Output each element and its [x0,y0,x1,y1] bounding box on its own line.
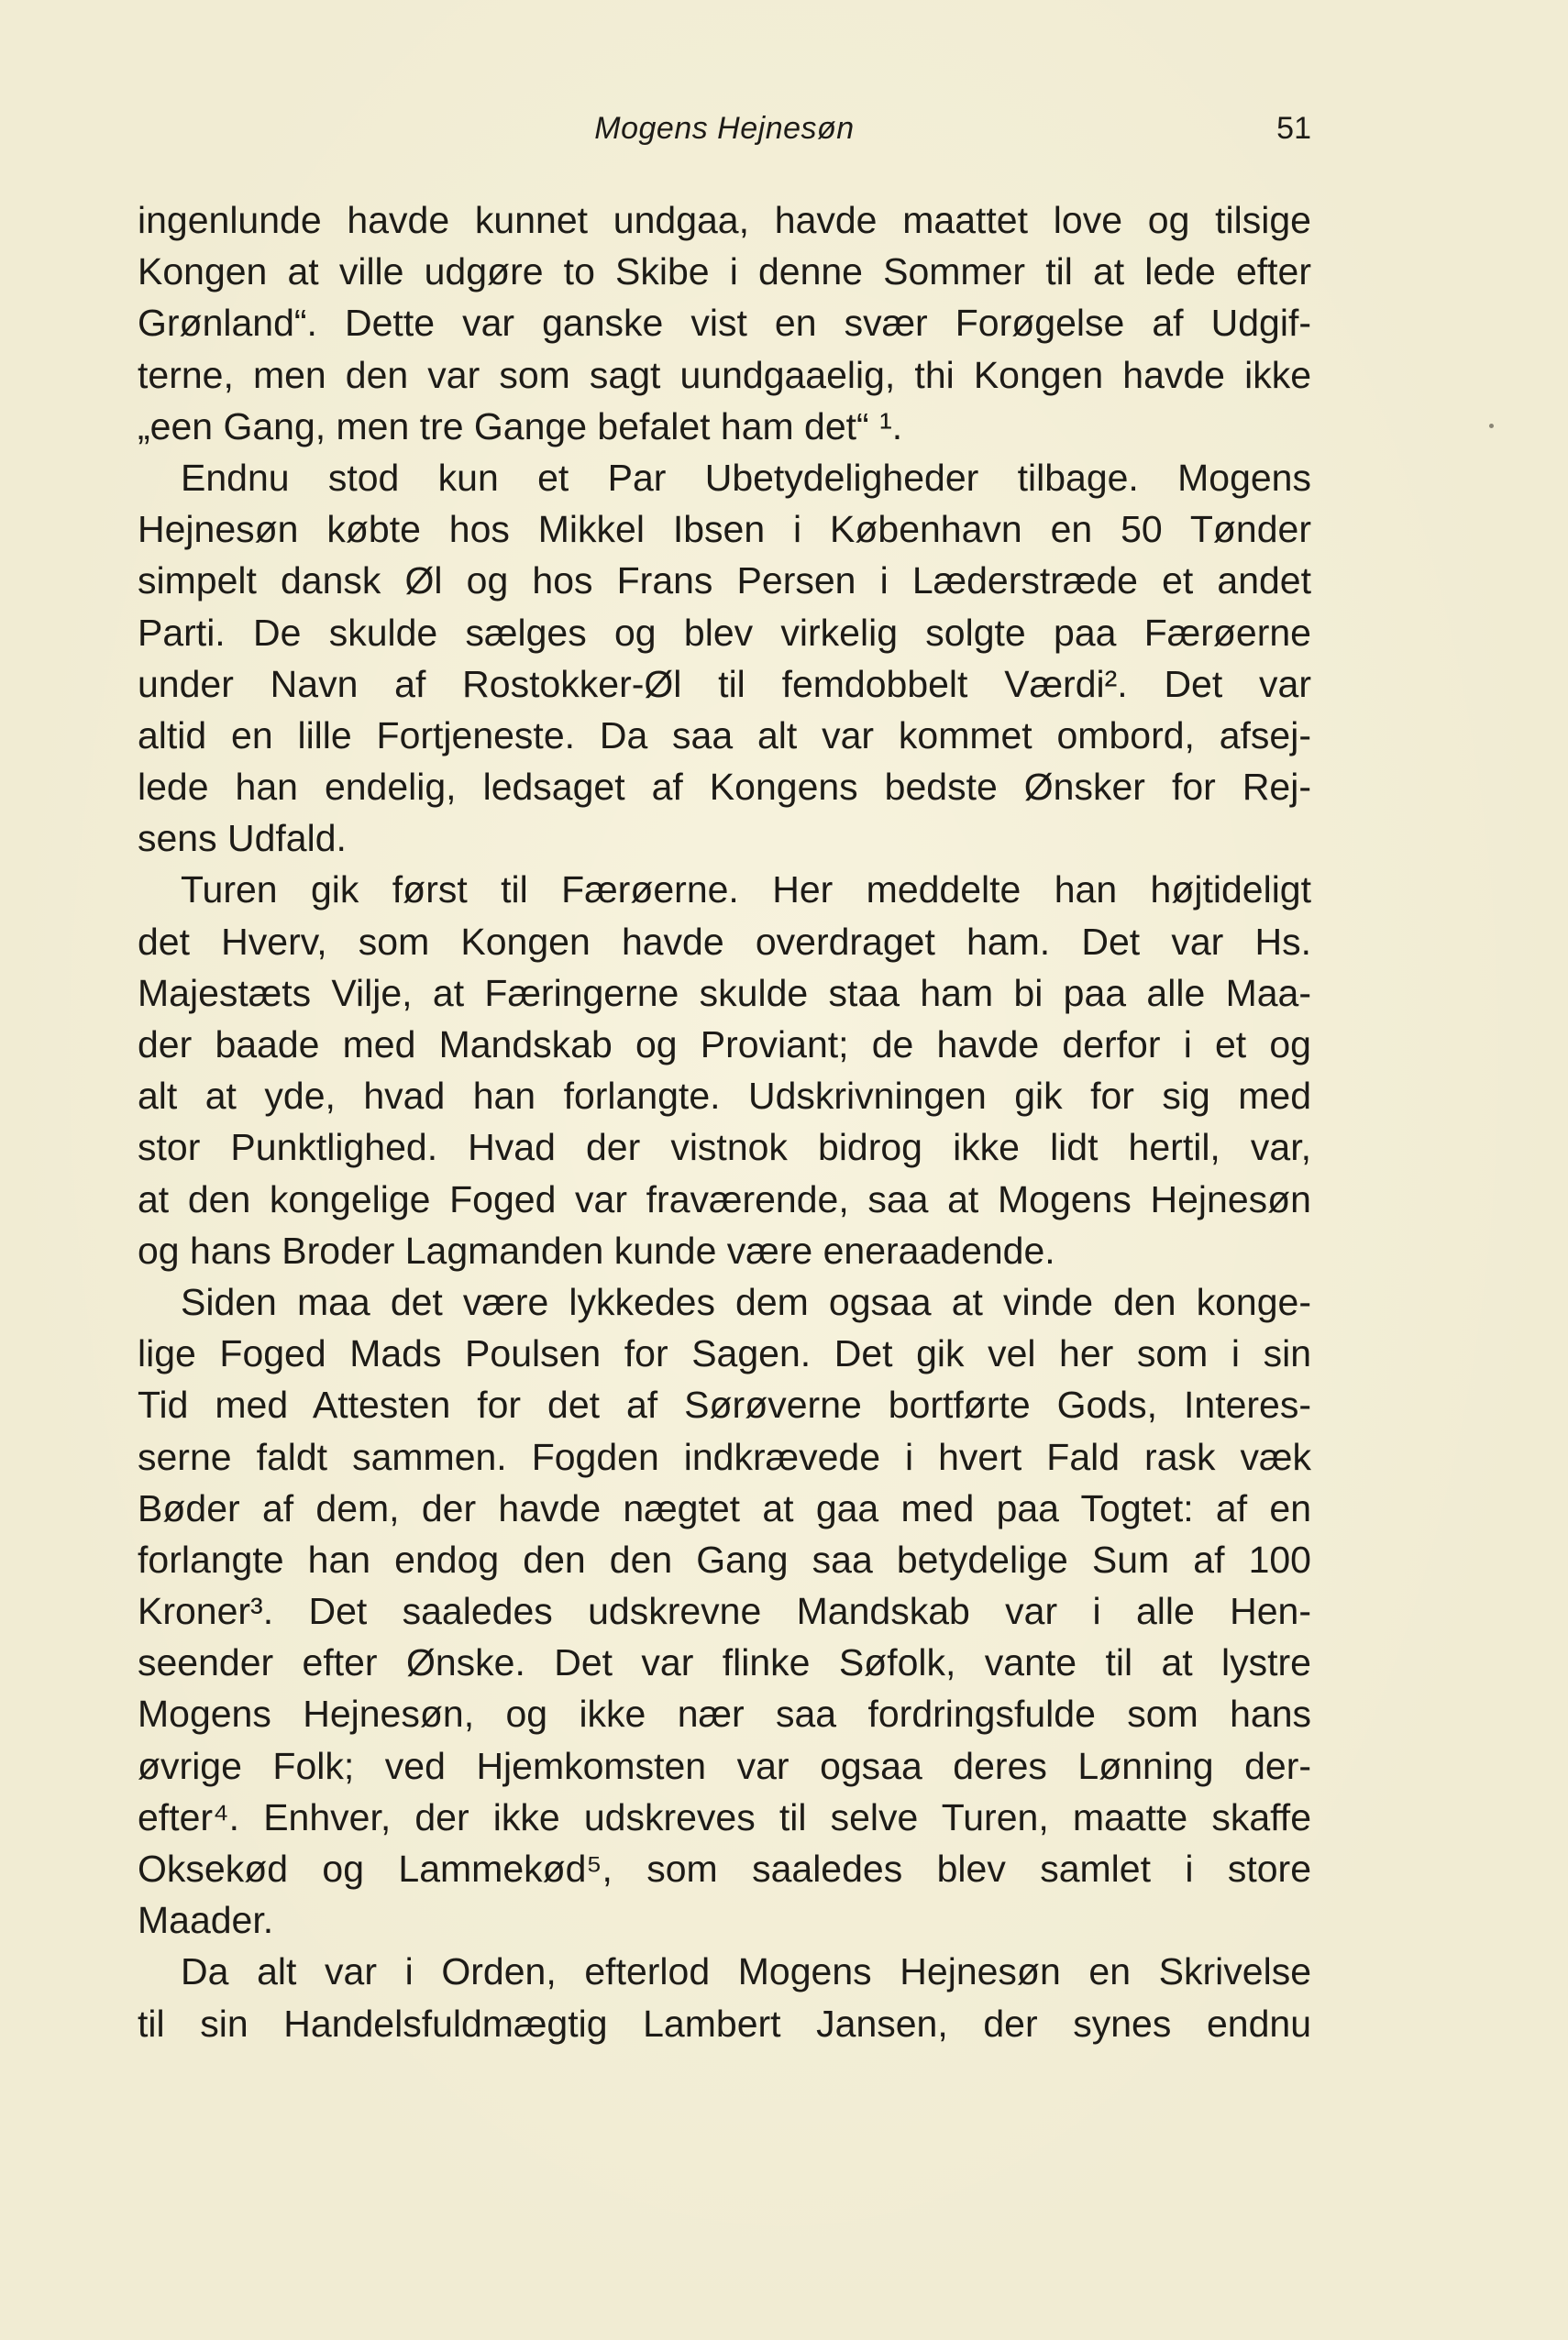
text-line: sens Udfald. [138,817,347,860]
text-line: Siden maa det være lykkedes dem ogsaa at vinde den konge- [181,1280,1311,1323]
text-line: stor Punktlighed. Hvad der vistnok bidrog ikke lidt hertil, var, [138,1126,1311,1169]
text-line: ingenlunde havde kunnet undgaa, havde maattet love og tilsige [138,199,1311,241]
text-line: Majestæts Vilje, at Færingerne skulde staa ham bi paa alle Maa- [138,971,1311,1014]
text-line: og hans Broder Lagmanden kunde være eneraadende. [138,1229,1055,1272]
running-header [138,108,1311,149]
text-line: Turen gik først til Færøerne. Her meddelte han højtideligt [181,868,1311,911]
text-line: simpelt dansk Øl og hos Frans Persen i Læderstræde et andet [138,559,1311,602]
text-line: der baade med Mandskab og Proviant; de havde derfor i et og [138,1023,1311,1065]
text-line: lede han endelig, ledsaget af Kongens bedste Ønsker for Rej- [138,766,1311,809]
text-line: lige Foged Mads Poulsen for Sagen. Det gik vel her som i sin [138,1332,1311,1375]
text-line: Kroner³. Det saaledes udskrevne Mandskab var i alle Hen- [138,1590,1311,1633]
text-line: Bøder af dem, der havde nægtet at gaa med paa Togtet: af en [138,1486,1311,1529]
text-line: Grønland“. Dette var ganske vist en svær Forøgelse af Udgif- [138,302,1311,345]
text-line: forlangte han endog den den Gang saa betydelige Sum af 100 [138,1538,1311,1581]
text-line: til sin Handelsfuldmægtig Lambert Jansen, der synes endnu [138,2002,1311,2045]
text-line: Endnu stod kun et Par Ubetydeligheder tilbage. Mogens [181,456,1311,499]
paper-speck [1489,424,1494,428]
text-line: Parti. De skulde sælges og blev virkelig solgte paa Færøerne [138,611,1311,654]
text-line: terne, men den var som sagt uundgaaelig, thi Kongen havde ikke [138,353,1311,396]
page-number: 51 [1276,111,1311,146]
body-text [138,194,1311,2049]
text-line: under Navn af Rostokker-Øl til femdobbelt Værdi². Det var [138,662,1311,705]
text-line: Kongen at ville udgøre to Skibe i denne Sommer til at lede efter [138,250,1311,293]
text-line: seender efter Ønske. Det var flinke Søfolk, vante til at lystre [138,1641,1311,1684]
text-line: det Hverv, som Kongen havde overdraget ham. Det var Hs. [138,920,1311,963]
text-line: at den kongelige Foged var fraværende, saa at Mogens Hejnesøn [138,1177,1311,1220]
text-line: øvrige Folk; ved Hjemkomsten var ogsaa deres Lønning der- [138,1744,1311,1787]
text-line: efter⁴. Enhver, der ikke udskreves til selve Turen, maatte skaffe [138,1795,1311,1838]
text-line: serne faldt sammen. Fogden indkrævede i hvert Fald rask væk [138,1435,1311,1478]
text-line: Maader. [138,1899,274,1942]
text-line: alt at yde, hvad han forlangte. Udskrivningen gik for sig med [138,1075,1311,1118]
running-title: Mogens Hejnesøn [594,111,855,146]
text-line: Oksekød og Lammekød⁵, som saaledes blev samlet i store [138,1848,1311,1890]
text-line: Da alt var i Orden, efterlod Mogens Hejnesøn en Skrivelse [181,1950,1311,1993]
text-line: Tid med Attesten for det af Sørøverne bortførte Gods, Interes- [138,1384,1311,1427]
text-line: Mogens Hejnesøn, og ikke nær saa fordringsfulde som hans [138,1693,1311,1736]
text-line: Hejnesøn købte hos Mikkel Ibsen i København en 50 Tønder [138,508,1311,551]
text-line: altid en lille Fortjeneste. Da saa alt var kommet ombord, afsej- [138,713,1311,756]
text-line: „een Gang, men tre Gange befalet ham det“ ¹. [138,404,903,447]
